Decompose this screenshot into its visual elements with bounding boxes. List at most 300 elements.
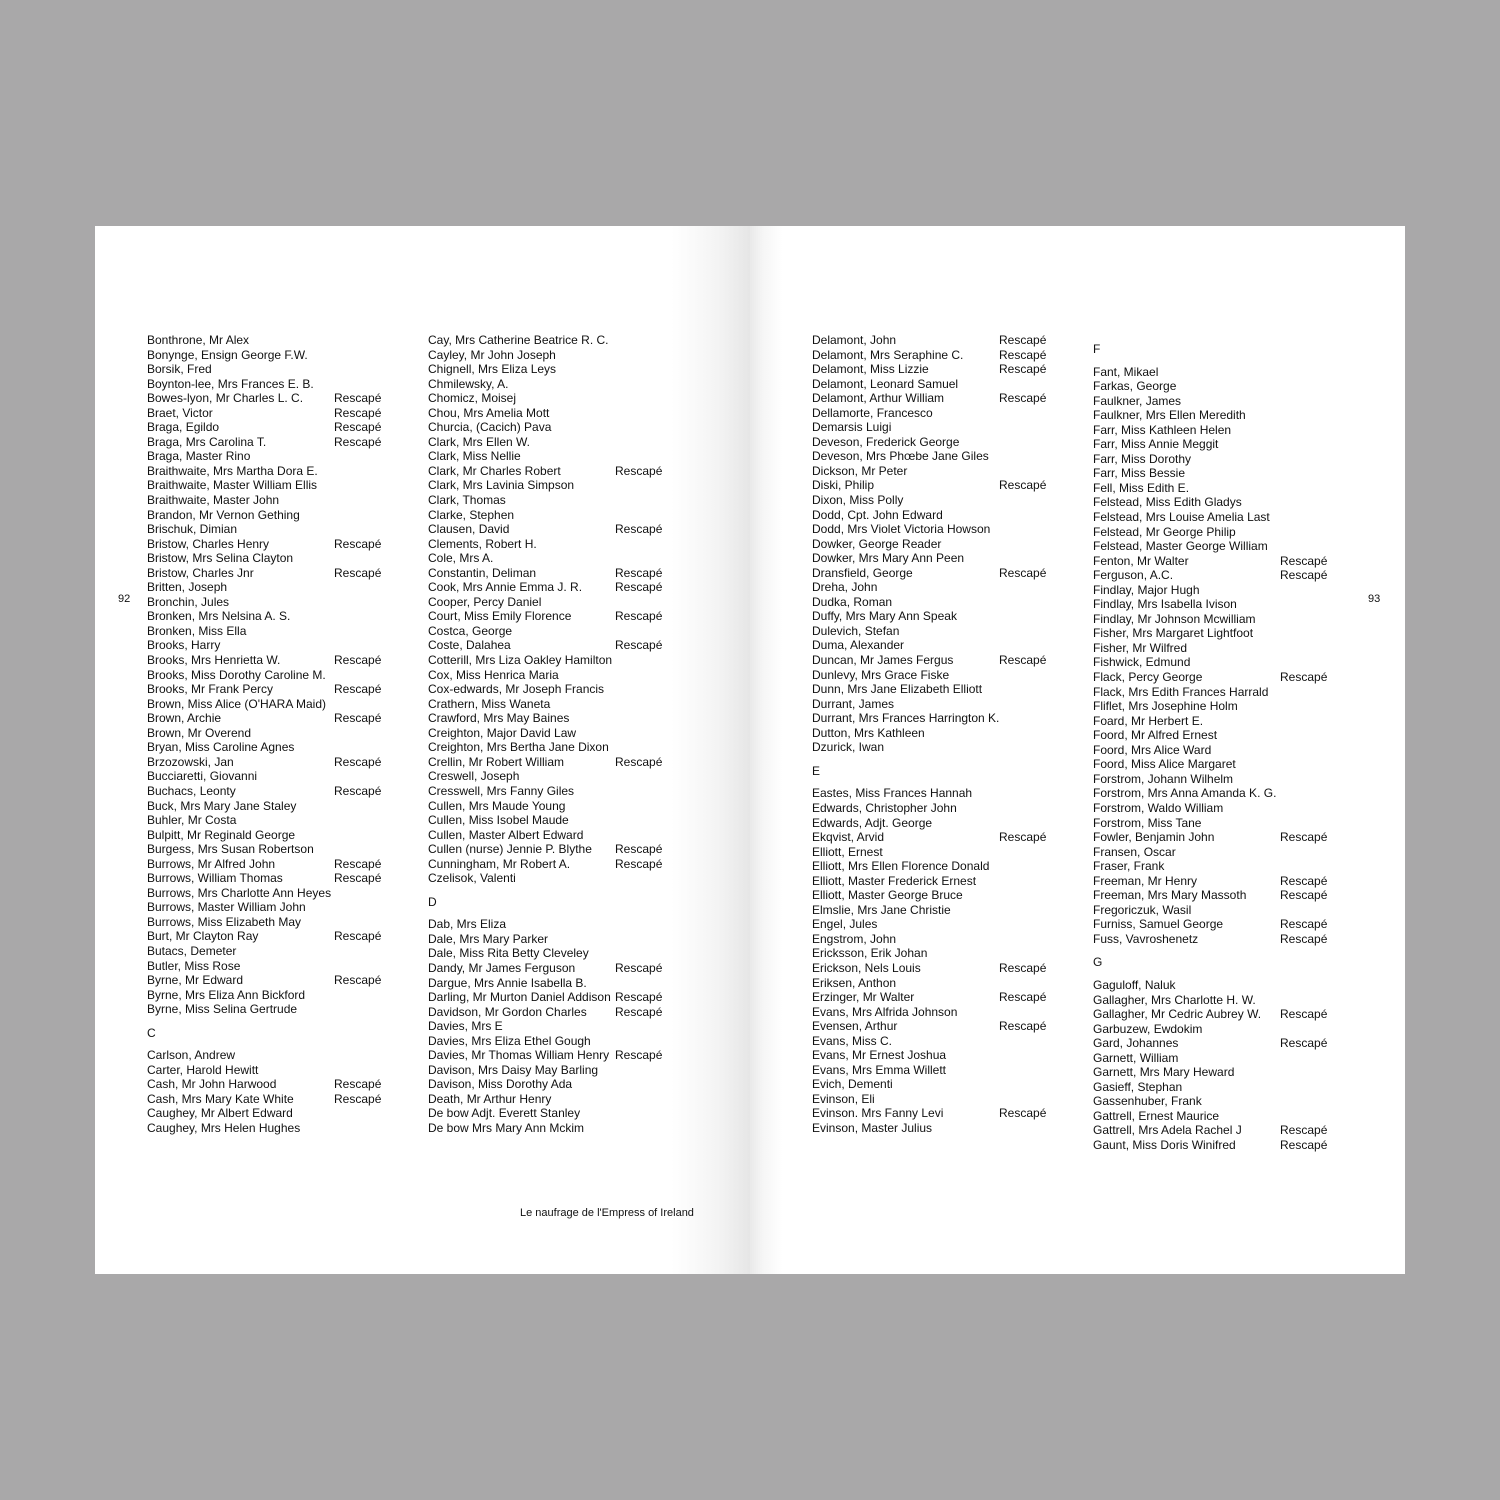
list-item xyxy=(812,711,1000,726)
list-item xyxy=(428,1004,663,1020)
passenger-name: Byrne, Mr Edward xyxy=(147,973,244,988)
list-item xyxy=(428,434,531,450)
passenger-name: Farr, Miss Dorothy xyxy=(1093,451,1192,466)
page-number-left: 92 xyxy=(118,593,131,605)
passenger-name: Coste, Dalahea xyxy=(428,638,511,653)
passenger-name: Freeman, Mrs Mary Massoth xyxy=(1093,888,1247,903)
list-item xyxy=(147,478,318,493)
list-item xyxy=(1093,480,1190,496)
list-item xyxy=(428,960,663,976)
column-2 xyxy=(428,333,663,1136)
list-item xyxy=(812,638,905,653)
passenger-name: Brzozowski, Jan xyxy=(147,754,234,769)
list-item xyxy=(428,696,551,712)
passenger-name: Bronken, Mrs Nelsina A. S. xyxy=(147,609,291,624)
list-item xyxy=(1093,379,1177,394)
list-item xyxy=(428,594,542,610)
passenger-name: Davies, Mr Thomas William Henry xyxy=(428,1048,610,1063)
passenger-name: Court, Miss Emily Florence xyxy=(428,609,572,624)
survivor-status: Rescapé xyxy=(334,565,382,580)
passenger-name: Findlay, Mrs Isabella Ivison xyxy=(1093,597,1237,612)
passenger-name: Fishwick, Edmund xyxy=(1093,655,1191,670)
passenger-name: Fuss, Vavroshenetz xyxy=(1093,931,1199,946)
passenger-name: Byrne, Mrs Eliza Ann Bickford xyxy=(147,987,306,1002)
list-item xyxy=(812,960,1047,976)
list-item xyxy=(428,1048,663,1063)
passenger-name: Forstrom, Johann Wilhelm xyxy=(1093,771,1234,786)
passenger-name: Bronchin, Jules xyxy=(147,594,230,609)
passenger-name: Butacs, Demeter xyxy=(147,943,237,958)
passenger-name: Evich, Dementi xyxy=(812,1077,893,1092)
passenger-name: Gattrell, Mrs Adela Rachel J xyxy=(1093,1123,1242,1138)
passenger-name: Davies, Mrs Eliza Ethel Gough xyxy=(428,1033,591,1048)
list-item xyxy=(812,815,933,831)
survivor-status: Rescapé xyxy=(334,754,382,769)
list-item xyxy=(147,842,314,857)
list-item xyxy=(812,434,960,450)
passenger-name: Clark, Miss Nellie xyxy=(428,449,521,464)
list-item xyxy=(1093,844,1176,860)
passenger-name: Gard, Johannes xyxy=(1093,1036,1179,1051)
list-item xyxy=(147,420,382,435)
list-item xyxy=(1093,670,1328,685)
list-item xyxy=(147,609,291,624)
passenger-name: Borsik, Fred xyxy=(147,362,212,377)
list-item xyxy=(147,580,228,595)
list-item xyxy=(812,1019,1047,1034)
list-item xyxy=(147,1002,298,1017)
passenger-name: Davison, Mrs Daisy May Barling xyxy=(428,1062,599,1077)
survivor-status: Rescapé xyxy=(334,973,382,988)
passenger-name: Evans, Mrs Alfrida Johnson xyxy=(812,1004,958,1019)
list-item xyxy=(428,333,609,348)
passenger-name: Death, Mr Arthur Henry xyxy=(428,1091,552,1106)
list-item xyxy=(147,333,250,348)
list-item xyxy=(428,754,663,770)
list-item xyxy=(147,507,300,523)
passenger-name: Gaunt, Miss Doris Winifred xyxy=(1093,1137,1236,1152)
passenger-name: Burrows, Miss Elizabeth May xyxy=(147,914,302,929)
list-item xyxy=(812,536,942,552)
list-item xyxy=(428,405,550,421)
passenger-name: Cay, Mrs Catherine Beatrice R. C. xyxy=(428,333,609,347)
survivor-status: Rescapé xyxy=(334,929,382,944)
list-item xyxy=(147,638,221,653)
list-item xyxy=(147,565,382,581)
list-item xyxy=(1093,611,1256,627)
list-item xyxy=(812,844,883,860)
list-item xyxy=(1093,568,1328,583)
passenger-name: Ferguson, A.C. xyxy=(1093,568,1174,583)
list-item xyxy=(428,931,549,947)
passenger-name: Boynton-lee, Mrs Frances E. B. xyxy=(147,376,314,391)
passenger-name: Cash, Mr John Harwood xyxy=(147,1077,277,1092)
passenger-name: Delamont, Leonard Samuel xyxy=(812,376,959,391)
list-item xyxy=(1093,931,1328,947)
list-item xyxy=(1093,757,1236,772)
list-item xyxy=(428,347,556,363)
list-item xyxy=(428,783,575,799)
survivor-status: Rescapé xyxy=(615,1004,663,1019)
list-item xyxy=(428,769,520,784)
passenger-name: Dodd, Mrs Violet Victoria Howson xyxy=(812,522,991,537)
survivor-status: Rescapé xyxy=(334,653,382,668)
passenger-name: Cullen, Miss Isobel Maude xyxy=(428,813,569,828)
column-1 xyxy=(147,333,382,1136)
passenger-name: Britten, Joseph xyxy=(147,580,228,595)
passenger-name: Bowes-lyon, Mr Charles L. C. xyxy=(147,391,304,406)
passenger-name: Forstrom, Miss Tane xyxy=(1093,815,1202,830)
passenger-name: Garnett, William xyxy=(1093,1050,1179,1065)
list-item xyxy=(428,362,557,377)
section-letter: G xyxy=(1093,955,1103,970)
passenger-name: Brooks, Miss Dorothy Caroline M. xyxy=(147,667,326,682)
passenger-name: Flack, Percy George xyxy=(1093,670,1203,685)
passenger-name: Faulkner, Mrs Ellen Meredith xyxy=(1093,408,1246,423)
list-item xyxy=(812,682,983,697)
list-item xyxy=(428,711,570,726)
list-item xyxy=(812,800,957,816)
list-item xyxy=(428,478,575,493)
list-item xyxy=(428,667,559,683)
list-item xyxy=(1093,597,1237,612)
passenger-name: Carter, Harold Hewitt xyxy=(147,1062,259,1077)
passenger-name: Bonthrone, Mr Alex xyxy=(147,333,250,347)
survivor-status: Rescapé xyxy=(1280,568,1328,583)
list-item xyxy=(1093,626,1254,641)
passenger-name: Dunlevy, Mrs Grace Fiske xyxy=(812,667,950,682)
list-item xyxy=(428,565,663,581)
survivor-status: Rescapé xyxy=(615,609,663,624)
list-item xyxy=(1093,684,1269,700)
list-item xyxy=(812,493,904,508)
list-item xyxy=(812,1120,933,1136)
list-item xyxy=(1093,1007,1328,1022)
list-item xyxy=(147,376,314,392)
passenger-name: Chou, Mrs Amelia Mott xyxy=(428,405,550,420)
passenger-name: Dunn, Mrs Jane Elizabeth Elliott xyxy=(812,682,983,697)
column-3 xyxy=(812,333,1047,1136)
list-item xyxy=(428,990,663,1005)
passenger-name: Dulevich, Stefan xyxy=(812,623,900,638)
list-item xyxy=(1093,1108,1220,1124)
list-item xyxy=(147,885,332,901)
passenger-name: Dandy, Mr James Ferguson xyxy=(428,960,576,975)
passenger-name: Crathern, Miss Waneta xyxy=(428,696,551,711)
passenger-name: Farkas, George xyxy=(1093,379,1177,394)
survivor-status: Rescapé xyxy=(1280,931,1328,946)
passenger-name: De bow Mrs Mary Ann Mckim xyxy=(428,1120,585,1135)
list-item xyxy=(1093,1094,1202,1109)
list-item xyxy=(147,987,306,1003)
list-item xyxy=(812,990,1047,1005)
list-item xyxy=(428,856,663,872)
list-item xyxy=(147,434,382,450)
list-item xyxy=(147,623,247,639)
list-item xyxy=(812,725,925,741)
survivor-status: Rescapé xyxy=(615,990,663,1005)
list-item xyxy=(428,740,609,755)
list-item xyxy=(147,347,308,363)
passenger-name: Foord, Mr Alfred Ernest xyxy=(1093,728,1218,743)
list-item xyxy=(812,946,928,961)
list-item xyxy=(1093,655,1191,670)
list-item xyxy=(428,551,494,566)
passenger-name: Dickson, Mr Peter xyxy=(812,463,908,478)
passenger-name: Dale, Mrs Mary Parker xyxy=(428,931,549,946)
passenger-name: Gasieff, Stephan xyxy=(1093,1079,1183,1094)
passenger-name: Clarke, Stephen xyxy=(428,507,515,522)
passenger-name: Bronken, Miss Ella xyxy=(147,623,247,638)
passenger-name: Fenton, Mr Walter xyxy=(1093,553,1189,568)
list-item xyxy=(428,420,552,435)
survivor-status: Rescapé xyxy=(1280,873,1328,888)
list-item xyxy=(428,580,663,595)
list-item xyxy=(1093,815,1202,831)
list-item xyxy=(428,946,589,961)
list-item xyxy=(428,493,506,508)
passenger-name: Edwards, Adjt. George xyxy=(812,815,933,830)
survivor-status: Rescapé xyxy=(615,638,663,653)
list-item xyxy=(812,1077,893,1092)
passenger-name: Bristow, Charles Jnr xyxy=(147,565,254,580)
passenger-name: Farr, Miss Bessie xyxy=(1093,466,1186,481)
passenger-name: Farr, Miss Kathleen Helen xyxy=(1093,422,1232,437)
list-item xyxy=(1093,1079,1183,1095)
passenger-name: Duffy, Mrs Mary Ann Speak xyxy=(812,609,957,624)
list-item xyxy=(428,1091,552,1107)
passenger-name: Duma, Alexander xyxy=(812,638,905,653)
passenger-name: Burrows, Master William John xyxy=(147,900,306,915)
list-item xyxy=(1093,1021,1203,1037)
list-item xyxy=(147,405,382,421)
list-item xyxy=(812,1033,893,1049)
list-item xyxy=(1093,713,1204,729)
list-item xyxy=(1093,495,1242,510)
list-item xyxy=(428,391,517,406)
list-item xyxy=(428,813,569,828)
passenger-name: Braet, Victor xyxy=(147,405,213,420)
passenger-name: Forstrom, Mrs Anna Amanda K. G. xyxy=(1093,786,1277,801)
list-item xyxy=(147,827,296,843)
passenger-name: Cash, Mrs Mary Kate White xyxy=(147,1091,294,1106)
survivor-status: Rescapé xyxy=(334,536,382,551)
survivor-status: Rescapé xyxy=(334,711,382,726)
list-item xyxy=(147,1062,259,1078)
passenger-name: Davidson, Mr Gordon Charles xyxy=(428,1004,587,1019)
passenger-name: Fregoriczuk, Wasil xyxy=(1093,902,1192,917)
passenger-name: Evinson. Mrs Fanny Levi xyxy=(812,1106,944,1121)
section-letter: F xyxy=(1093,342,1101,356)
list-item xyxy=(428,623,513,639)
passenger-name: Davies, Mrs E xyxy=(428,1019,503,1034)
running-footer: Le naufrage de l'Empress of Ireland xyxy=(520,1207,694,1219)
list-item xyxy=(1093,699,1238,714)
passenger-name: Burrows, Mr Alfred John xyxy=(147,856,276,871)
list-item xyxy=(147,362,212,377)
survivor-status: Rescapé xyxy=(334,871,382,886)
list-item xyxy=(1093,728,1218,743)
survivor-status: Rescapé xyxy=(334,682,382,697)
passenger-name: Byrne, Miss Selina Gertrude xyxy=(147,1002,298,1017)
list-item xyxy=(812,391,1047,406)
survivor-status: Rescapé xyxy=(1280,830,1328,845)
survivor-status: Rescapé xyxy=(1280,1036,1328,1051)
list-item xyxy=(428,1077,573,1092)
list-item xyxy=(812,696,895,712)
list-item xyxy=(147,871,382,886)
passenger-name: Dreha, John xyxy=(812,580,878,595)
passenger-name: Clements, Robert H. xyxy=(428,536,537,551)
passenger-name: Evans, Mr Ernest Joshua xyxy=(812,1048,947,1063)
passenger-name: Cotterill, Mrs Liza Oakley Hamilton xyxy=(428,653,613,668)
list-item xyxy=(428,507,515,523)
passenger-name: Cox-edwards, Mr Joseph Francis xyxy=(428,682,605,697)
list-item xyxy=(428,653,613,668)
survivor-status: Rescapé xyxy=(615,842,663,857)
passenger-name: Fransen, Oscar xyxy=(1093,844,1176,859)
list-item xyxy=(428,1120,585,1136)
survivor-status: Rescapé xyxy=(999,990,1047,1005)
list-item xyxy=(812,975,897,991)
list-item xyxy=(428,682,605,697)
passenger-name: Chignell, Mrs Eliza Leys xyxy=(428,362,557,377)
list-item xyxy=(1093,917,1328,932)
list-item xyxy=(1093,582,1200,598)
list-item xyxy=(812,740,885,755)
passenger-name: Bristow, Mrs Selina Clayton xyxy=(147,551,294,566)
passenger-name: Carlson, Andrew xyxy=(147,1048,236,1063)
list-item xyxy=(428,609,663,624)
list-item xyxy=(147,1048,236,1063)
passenger-name: Ekqvist, Arvid xyxy=(812,830,885,845)
survivor-status: Rescapé xyxy=(334,1077,382,1092)
passenger-name: Brooks, Mr Frank Percy xyxy=(147,682,274,697)
list-item xyxy=(147,1077,382,1092)
list-item xyxy=(147,463,318,479)
passenger-name: Caughey, Mrs Helen Hughes xyxy=(147,1120,301,1135)
list-item xyxy=(147,813,237,828)
list-item xyxy=(1093,902,1192,918)
list-item xyxy=(1093,742,1212,758)
passenger-name: Elliott, Ernest xyxy=(812,844,883,859)
passenger-name: Findlay, Mr Johnson Mcwilliam xyxy=(1093,611,1256,626)
passenger-name: Dransfield, George xyxy=(812,565,913,580)
list-item xyxy=(428,798,566,814)
passenger-name: Chomicz, Moisej xyxy=(428,391,517,406)
passenger-name: Caughey, Mr Albert Edward xyxy=(147,1106,293,1121)
list-item xyxy=(1093,539,1268,554)
passenger-name: Foard, Mr Herbert E. xyxy=(1093,713,1204,728)
passenger-name: Cayley, Mr John Joseph xyxy=(428,347,556,362)
passenger-name: Burgess, Mrs Susan Robertson xyxy=(147,842,314,857)
passenger-name: Bulpitt, Mr Reginald George xyxy=(147,827,296,842)
section-letter: E xyxy=(812,763,821,778)
passenger-name: Braithwaite, Master John xyxy=(147,493,280,508)
list-item xyxy=(147,1106,293,1121)
list-item xyxy=(812,507,943,523)
passenger-name: Elmslie, Mrs Jane Christie xyxy=(812,902,951,917)
passenger-name: Braga, Master Rino xyxy=(147,449,251,464)
list-item xyxy=(812,830,1047,845)
passenger-name: Gallagher, Mrs Charlotte H. W. xyxy=(1093,992,1256,1007)
list-item xyxy=(1093,830,1328,845)
passenger-name: Constantin, Deliman xyxy=(428,565,537,580)
passenger-name: Deveson, Mrs Phœbe Jane Giles xyxy=(812,449,989,464)
survivor-status: Rescapé xyxy=(615,522,663,537)
list-item xyxy=(147,696,326,712)
survivor-status: Rescapé xyxy=(999,333,1047,347)
list-item xyxy=(147,1091,382,1107)
list-item xyxy=(147,754,382,770)
passenger-name: Felstead, Master George William xyxy=(1093,539,1268,554)
column-4 xyxy=(1093,333,1328,1153)
list-item xyxy=(428,638,663,653)
passenger-name: Felstead, Mrs Louise Amelia Last xyxy=(1093,510,1270,525)
passenger-name: Gassenhuber, Frank xyxy=(1093,1094,1202,1109)
survivor-status: Rescapé xyxy=(615,1048,663,1063)
passenger-name: Burt, Mr Clayton Ray xyxy=(147,929,259,944)
list-item xyxy=(147,943,237,959)
passenger-name: Dodd, Cpt. John Edward xyxy=(812,507,943,522)
list-item xyxy=(428,449,521,464)
list-item xyxy=(147,900,306,915)
list-item xyxy=(147,653,382,668)
list-item xyxy=(812,522,991,537)
passenger-name: Dowker, Mrs Mary Ann Peen xyxy=(812,551,965,566)
passenger-name: Dellamorte, Francesco xyxy=(812,405,933,420)
passenger-name: Findlay, Major Hugh xyxy=(1093,582,1200,597)
list-item xyxy=(812,1062,947,1078)
list-item xyxy=(1093,873,1328,889)
passenger-name: Braithwaite, Master William Ellis xyxy=(147,478,318,493)
passenger-name: Dzurick, Iwan xyxy=(812,740,885,755)
survivor-status: Rescapé xyxy=(1280,1123,1328,1138)
list-item xyxy=(812,667,950,683)
survivor-status: Rescapé xyxy=(334,783,382,798)
list-item xyxy=(147,740,295,755)
list-item xyxy=(1093,1137,1328,1153)
list-item xyxy=(147,929,382,944)
passenger-name: Dab, Mrs Eliza xyxy=(428,917,507,932)
list-item xyxy=(812,362,1047,377)
passenger-name: Fell, Miss Edith E. xyxy=(1093,480,1190,495)
list-item xyxy=(147,958,241,974)
list-item xyxy=(812,931,897,947)
passenger-name: Cunningham, Mr Robert A. xyxy=(428,856,571,871)
passenger-name: Braga, Egildo xyxy=(147,420,220,435)
list-item xyxy=(428,536,537,552)
passenger-name: Cooper, Percy Daniel xyxy=(428,594,542,609)
list-item xyxy=(147,522,238,537)
list-item xyxy=(1093,510,1270,525)
passenger-name: Eastes, Miss Frances Hannah xyxy=(812,786,973,801)
passenger-name: Fowler, Benjamin John xyxy=(1093,830,1215,845)
list-item xyxy=(428,827,584,843)
passenger-name: Brandon, Mr Vernon Gething xyxy=(147,507,300,522)
passenger-name: Cullen, Mrs Maude Young xyxy=(428,798,566,813)
list-item xyxy=(1093,786,1277,801)
list-item xyxy=(1093,437,1219,452)
passenger-name: Brown, Miss Alice (O'HARA Maid) xyxy=(147,696,326,711)
survivor-status: Rescapé xyxy=(999,391,1047,406)
passenger-name: Delamont, Miss Lizzie xyxy=(812,362,929,377)
list-item xyxy=(147,449,251,464)
list-item xyxy=(1093,977,1176,993)
list-item xyxy=(812,347,1047,363)
passenger-name: Buhler, Mr Costa xyxy=(147,813,237,828)
survivor-status: Rescapé xyxy=(615,754,663,769)
